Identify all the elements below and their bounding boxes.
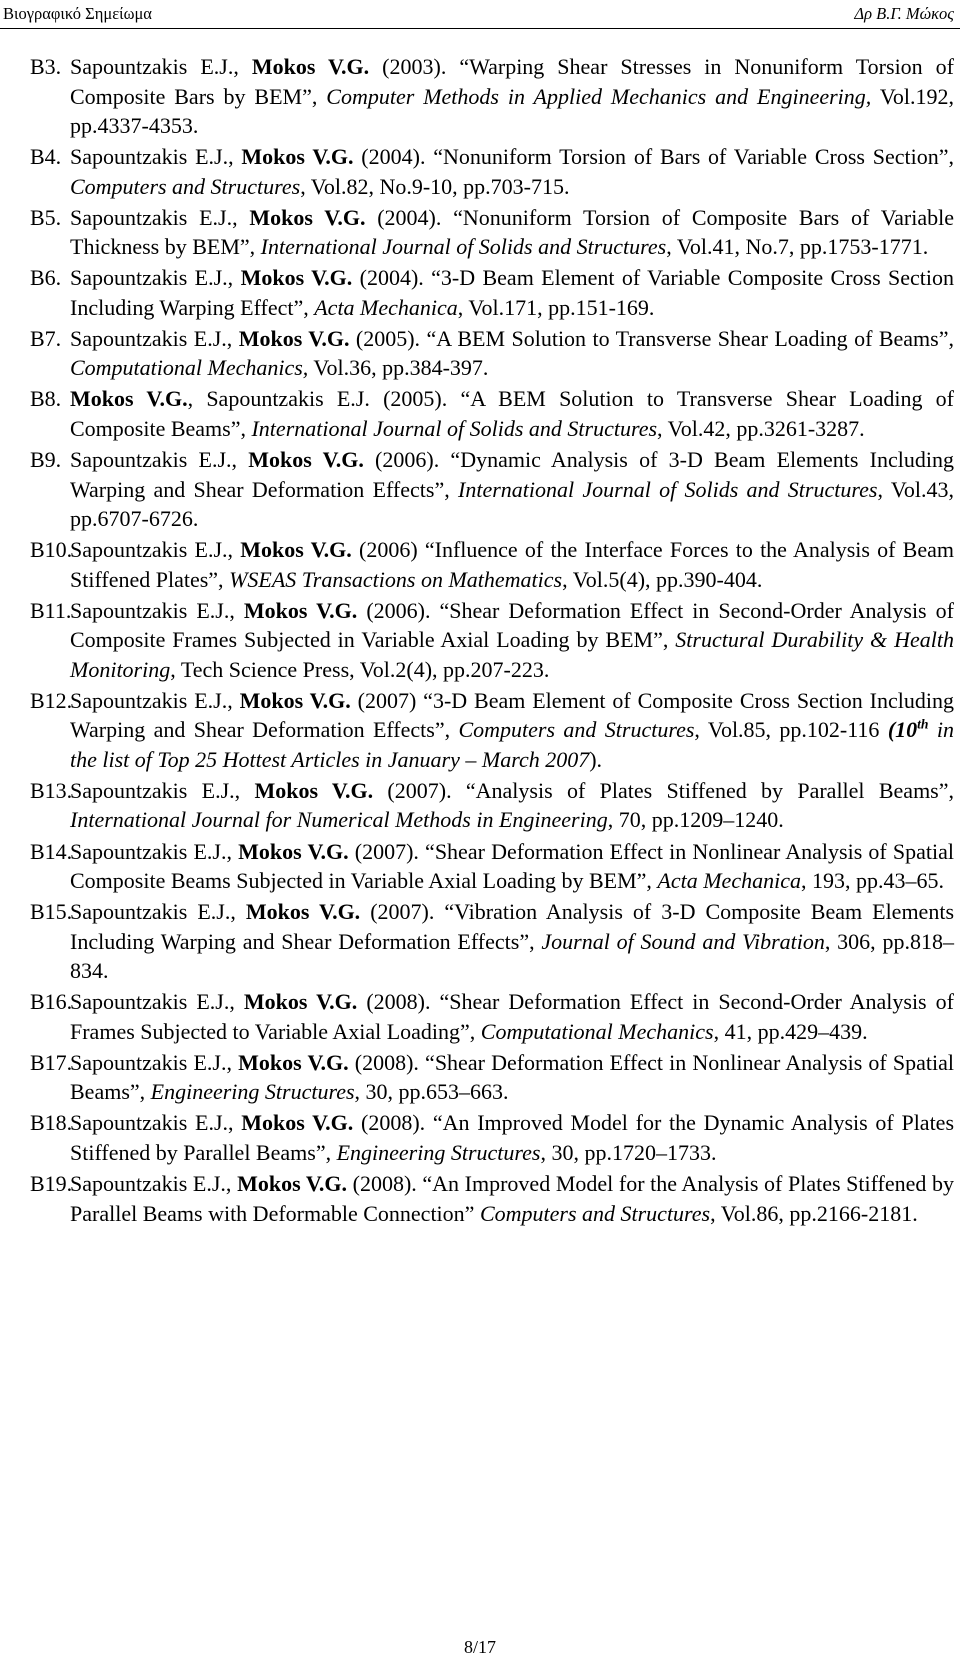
reference-label: B5. xyxy=(30,204,62,230)
reference-fragment: Vol.192, pp.4337-4353. xyxy=(70,83,954,138)
reference-item xyxy=(30,384,954,443)
reference-text xyxy=(70,1110,954,1165)
reference-fragment: Sapountzakis E.J., xyxy=(70,1110,242,1136)
page-number: 8/17 xyxy=(463,1637,496,1657)
reference-item xyxy=(30,142,954,201)
reference-fragment: , 70, pp.1209–1240. xyxy=(607,807,784,833)
reference-fragment: (2008). “Shear Deformation Effect in Second-Order Analysis of Frames Subjected to Variable Axial Loading”, xyxy=(70,989,954,1044)
reference-fragment: , 193, pp.43–65. xyxy=(800,868,944,894)
journal-title: Acta Mechanica xyxy=(657,868,801,894)
journal-title: Acta Mechanica xyxy=(314,294,458,320)
reference-item xyxy=(30,324,954,383)
reference-fragment: (2007) “3-D Beam Element of Composite Cross Section Including Warping and Shear Deformation Effects”, xyxy=(70,687,954,743)
author-highlight: Mokos V.G. xyxy=(239,687,351,713)
reference-fragment: (2008). “An Improved Model for the Analysis of Plates Stiffened by Parallel Beams with Deformable Connection” xyxy=(70,1171,955,1226)
author-highlight: Mokos V.G. xyxy=(240,265,353,291)
reference-item xyxy=(30,837,954,896)
reference-fragment: (2007). “Vibration Analysis of 3-D Composite Beam Elements Including Warping and Shear Deformation Effects”, xyxy=(70,899,955,954)
reference-item xyxy=(30,987,954,1046)
journal-title: Engineering Structures xyxy=(150,1079,355,1105)
reference-label: B4. xyxy=(30,144,62,170)
reference-fragment: Sapountzakis E.J., xyxy=(70,687,240,713)
reference-fragment: Sapountzakis E.J., xyxy=(70,447,249,473)
reference-text xyxy=(70,598,954,682)
reference-label: B16. xyxy=(30,989,73,1015)
reference-fragment: , Vol.5(4), pp.390-404. xyxy=(562,566,763,592)
journal-title: Computers and Structures xyxy=(70,173,301,199)
reference-item xyxy=(30,897,954,986)
author-highlight: Mokos V.G. xyxy=(245,899,361,925)
reference-item xyxy=(30,776,954,835)
header-author: Δρ Β.Γ. Μώκος xyxy=(854,4,954,23)
reference-fragment: Sapountzakis E.J., xyxy=(70,144,242,170)
reference-fragment: (2006) “Influence of the Interface Forces to the Analysis of Beam Stiffened Plates”, xyxy=(70,537,955,592)
reference-item xyxy=(30,1048,954,1107)
reference-fragment: , Tech Science Press, Vol.2(4), pp.207-223. xyxy=(170,656,550,682)
reference-fragment: Vol.36, pp.384-397. xyxy=(308,355,489,381)
reference-fragment: Sapountzakis E.J., xyxy=(70,838,239,864)
reference-label: B18. xyxy=(30,1110,73,1136)
reference-label: B3. xyxy=(30,54,62,79)
journal-title: International Journal of Solids and Structures xyxy=(260,234,667,260)
reference-fragment: Sapountzakis E.J., xyxy=(70,989,244,1015)
journal-title: Computers and Structures xyxy=(458,717,695,743)
reference-fragment: Sapountzakis E.J., xyxy=(70,204,250,230)
journal-title: Computational Mechanics xyxy=(480,1018,714,1044)
reference-fragment: Sapountzakis E.J., xyxy=(70,777,255,803)
reference-label: B10. xyxy=(30,537,73,563)
journal-title: th xyxy=(917,717,929,733)
author-highlight: Mokos V.G. xyxy=(240,537,352,563)
journal-title: International Journal for Numerical Methods in Engineering xyxy=(70,807,608,833)
reference-fragment: (2008). “Shear Deformation Effect in Nonlinear Analysis of Spatial Beams”, xyxy=(70,1049,954,1105)
reference-fragment: (2005). “A BEM Solution to Transverse Shear Loading of Beams”, xyxy=(349,325,954,351)
reference-fragment: (2004). “Nonuniform Torsion of Composite Bars of Variable Thickness by BEM”, xyxy=(70,204,955,260)
reference-text xyxy=(70,54,954,138)
reference-fragment: , Vol.85, pp.102-116 xyxy=(694,717,888,743)
reference-fragment: (2004). “Nonuniform Torsion of Bars of Variable Cross Section”, xyxy=(353,144,954,170)
reference-fragment: (2007). “Shear Deformation Effect in Nonlinear Analysis of Spatial Composite Beams Subjected in Variable Axial Loading by BEM”, xyxy=(70,838,954,894)
reference-fragment: , Sapountzakis E.J. (2005). “A BEM Solution to Transverse Shear Loading of Composite Beams”, xyxy=(70,386,955,441)
author-highlight: Mokos V.G. xyxy=(248,447,364,473)
journal-title: Computer Methods in Applied Mechanics and Engineering, xyxy=(326,83,872,109)
author-highlight: Mokos V.G. xyxy=(243,989,358,1015)
author-highlight: Mokos V.G. xyxy=(70,386,188,412)
reference-text xyxy=(70,899,954,983)
reference-item xyxy=(30,203,954,262)
reference-text xyxy=(70,1050,954,1105)
reference-item xyxy=(30,596,954,685)
reference-label: B11. xyxy=(30,597,72,623)
reference-text xyxy=(70,688,954,772)
reference-item xyxy=(30,1108,954,1167)
journal-title: Journal of Sound and Vibration xyxy=(541,928,825,954)
reference-label: B15. xyxy=(30,899,73,925)
reference-fragment: Sapountzakis E.J., xyxy=(70,1171,238,1196)
reference-fragment: Sapountzakis E.J., xyxy=(70,899,246,925)
reference-item xyxy=(30,52,954,141)
author-highlight: Mokos V.G. xyxy=(241,1110,354,1136)
reference-fragment: Sapountzakis E.J., xyxy=(70,265,241,291)
journal-title: International Journal of Solids and Structures xyxy=(458,476,878,502)
reference-fragment: , Vol.82, No.9-10, pp.703-715. xyxy=(300,173,570,199)
reference-fragment: , Vol.41, No.7, pp.1753-1771. xyxy=(666,234,929,260)
reference-label: B17. xyxy=(30,1049,73,1075)
reference-fragment: , 30, pp.1720–1733. xyxy=(540,1139,717,1165)
reference-text xyxy=(70,265,954,320)
journal-title: WSEAS Transactions on Mathematics xyxy=(229,566,563,592)
reference-text xyxy=(70,144,954,199)
reference-label: B14. xyxy=(30,838,73,864)
page-header xyxy=(0,2,960,29)
author-highlight: Mokos V.G. xyxy=(238,325,350,351)
journal-title: Engineering Structures xyxy=(336,1139,541,1165)
reference-item xyxy=(30,445,954,534)
reference-fragment: Sapountzakis E.J., xyxy=(70,325,239,351)
reference-fragment: , 41, pp.429–439. xyxy=(713,1018,868,1044)
reference-item xyxy=(30,1169,954,1228)
reference-fragment: (2008). “An Improved Model for the Dynamic Analysis of Plates Stiffened by Parallel Beams”, xyxy=(70,1110,955,1165)
reference-text xyxy=(70,537,954,592)
reference-text xyxy=(70,1171,954,1226)
reference-fragment: Sapountzakis E.J., xyxy=(70,597,244,623)
journal-title: Computational Mechanics, xyxy=(70,355,309,381)
reference-label: B8. xyxy=(30,386,62,412)
reference-fragment: , 30, pp.653–663. xyxy=(354,1079,509,1105)
reference-text xyxy=(70,778,954,833)
author-highlight: Mokos V.G. xyxy=(243,597,358,623)
reference-fragment: Sapountzakis E.J., xyxy=(70,537,241,563)
journal-title: Structural Durability & Health Monitoring xyxy=(70,627,954,682)
journal-title: in the list of Top 25 Hottest Articles in January – March 2007 xyxy=(70,717,954,772)
reference-fragment: (2003). “Warping Shear Stresses in Nonuniform Torsion of Composite Bars by BEM”, xyxy=(70,54,955,109)
reference-fragment: (2007). “Analysis of Plates Stiffened by Parallel Beams”, xyxy=(373,777,955,803)
author-highlight: Mokos V.G. xyxy=(249,204,366,230)
reference-text xyxy=(70,989,954,1044)
journal-title: International Journal of Solids and Structures xyxy=(251,415,658,441)
reference-fragment: (2006). “Dynamic Analysis of 3-D Beam Elements Including Warping and Shear Deformation Effects”, xyxy=(70,447,954,502)
reference-item xyxy=(30,263,954,322)
reference-label: B9. xyxy=(30,447,62,473)
reference-list xyxy=(30,52,954,1230)
journal-title: (10 xyxy=(887,717,918,743)
reference-item xyxy=(30,535,954,594)
reference-fragment: , Vol.171, pp.151-169. xyxy=(457,294,655,320)
reference-label: B13. xyxy=(30,777,73,803)
header-title: Βιογραφικό Σημείωμα xyxy=(3,4,152,23)
reference-label: B19. xyxy=(30,1171,73,1196)
reference-fragment: , 306, pp.818–834. xyxy=(70,928,954,984)
author-highlight: Mokos V.G. xyxy=(238,838,349,864)
reference-item xyxy=(30,686,954,775)
reference-text xyxy=(70,326,954,381)
reference-fragment: (2006). “Shear Deformation Effect in Second-Order Analysis of Composite Frames Subjected in Variable Axial Loading by BEM”, xyxy=(70,597,954,653)
author-highlight: Mokos V.G. xyxy=(237,1171,348,1196)
author-highlight: Mokos V.G. xyxy=(254,777,374,803)
reference-text xyxy=(70,205,954,260)
author-highlight: Mokos V.G. xyxy=(238,1049,349,1075)
reference-fragment: , Vol.43, pp.6707-6726. xyxy=(70,476,954,532)
reference-label: B6. xyxy=(30,265,62,291)
reference-fragment: Sapountzakis E.J., xyxy=(70,1049,239,1075)
reference-fragment: Sapountzakis E.J., xyxy=(70,54,252,79)
reference-fragment: (2004). “3-D Beam Element of Variable Composite Cross Section Including Warping Effect”, xyxy=(70,265,954,320)
reference-text xyxy=(70,839,954,894)
reference-fragment: , Vol.42, pp.3261-3287. xyxy=(657,415,865,441)
reference-text xyxy=(70,447,954,531)
reference-label: B12. xyxy=(30,687,73,713)
author-highlight: Mokos V.G. xyxy=(251,54,370,79)
reference-fragment: ). xyxy=(589,746,603,772)
reference-label: B7. xyxy=(30,325,62,351)
reference-fragment: , Vol.86, pp.2166-2181. xyxy=(710,1200,918,1226)
journal-title: Computers and Structures xyxy=(479,1200,711,1226)
author-highlight: Mokos V.G. xyxy=(241,144,354,170)
reference-text xyxy=(70,386,954,441)
